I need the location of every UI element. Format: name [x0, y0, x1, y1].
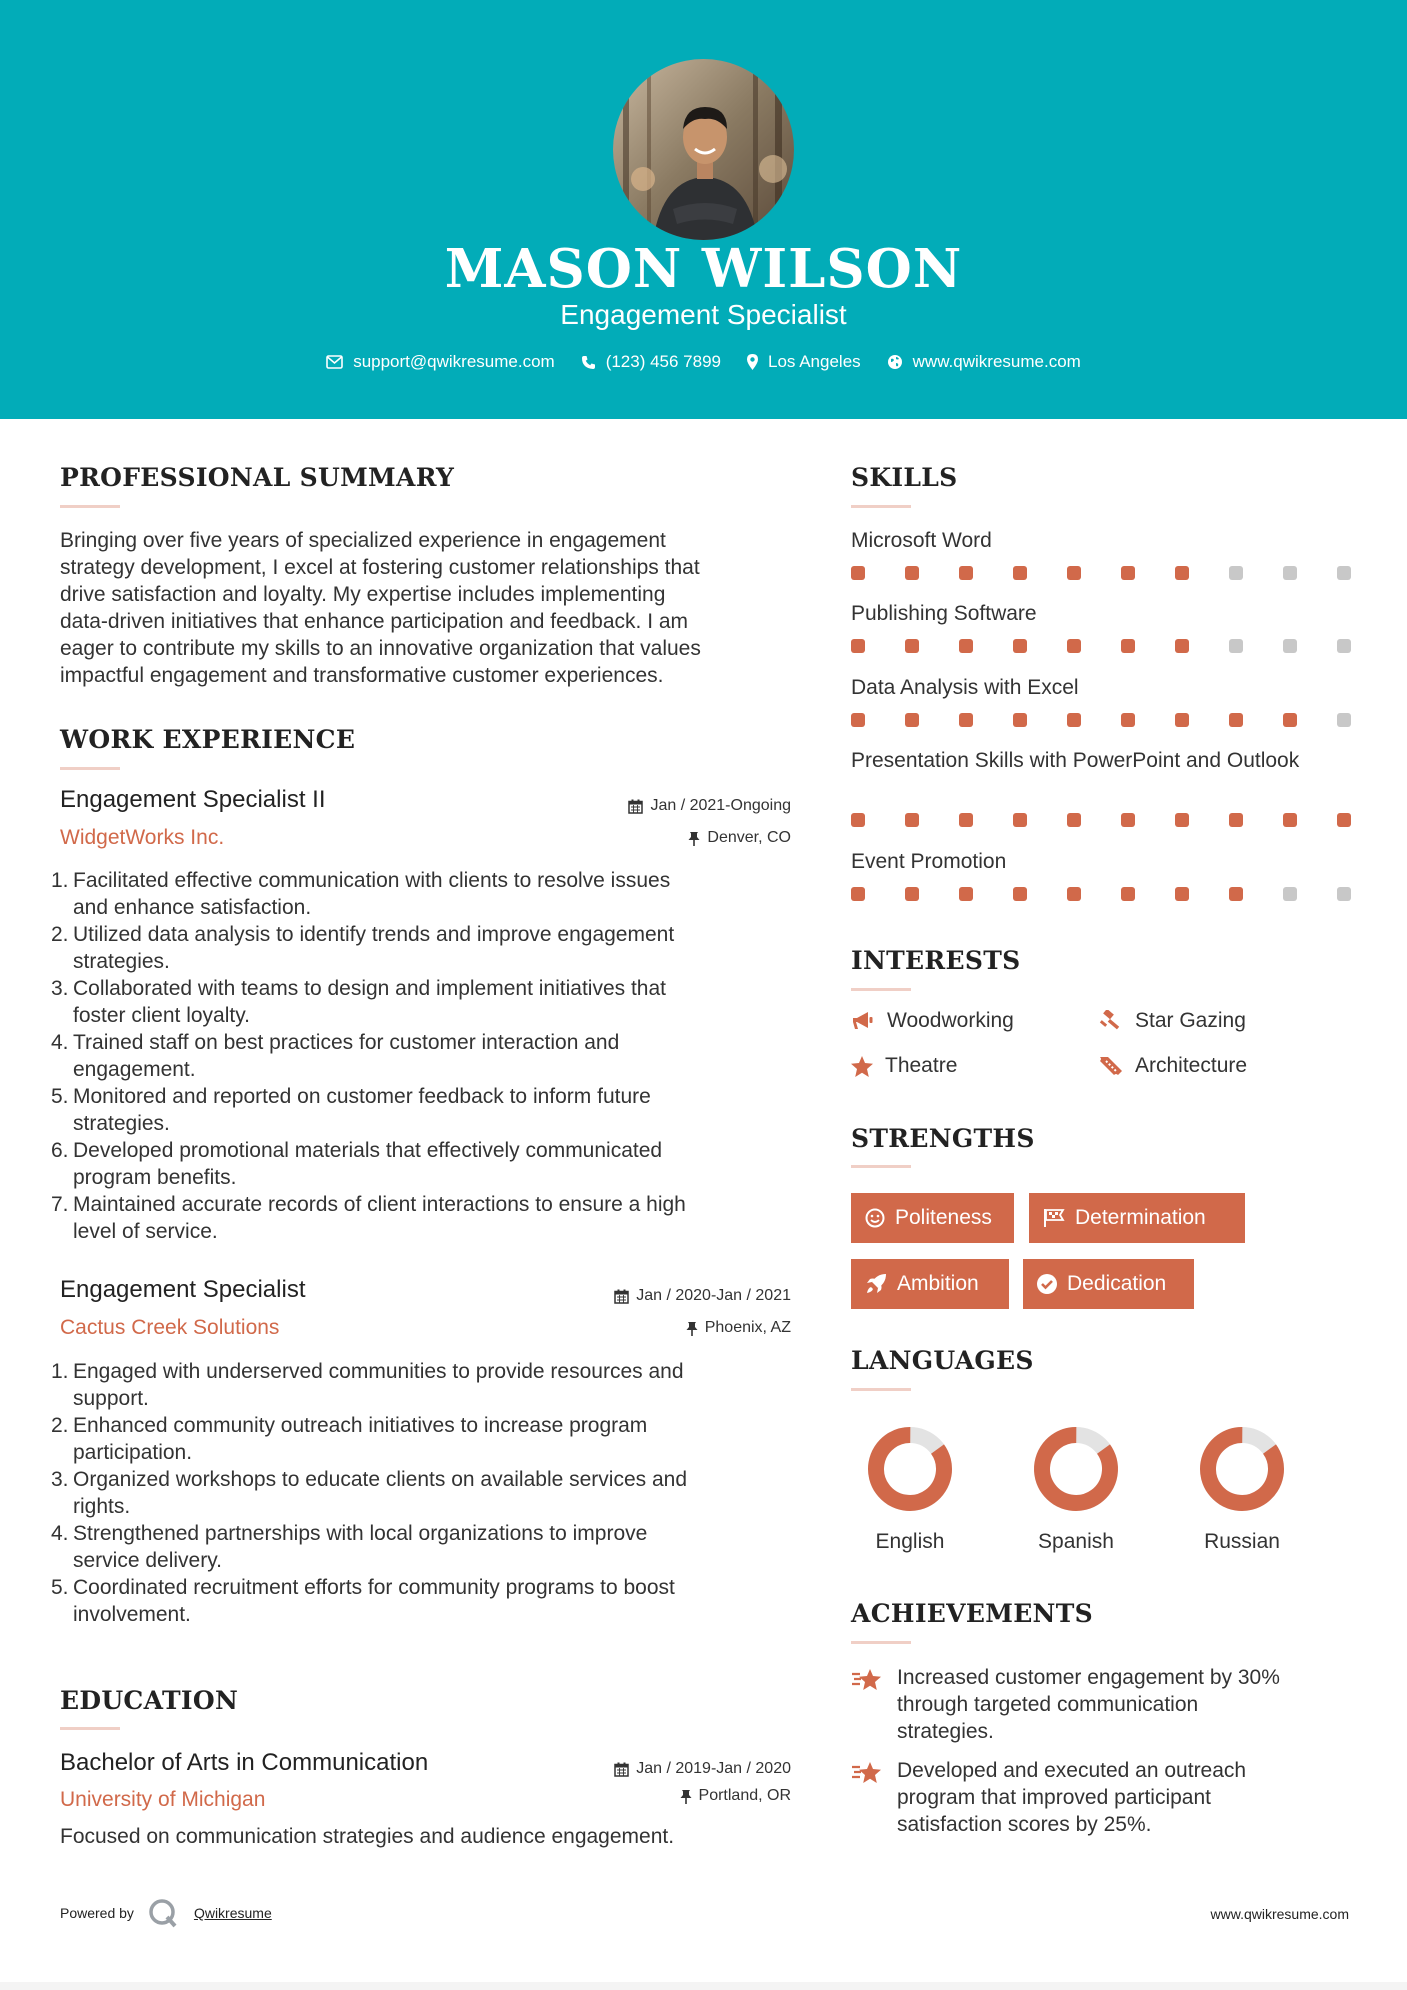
calendar-icon: [614, 1762, 629, 1777]
summary-line: Bringing over five years of specialized experience in engagement: [60, 529, 666, 552]
rating-dot-empty: [1283, 887, 1297, 901]
candidate-role: Engagement Specialist: [560, 299, 847, 330]
rating-dot-filled: [905, 813, 919, 827]
rating-dot-empty: [1229, 639, 1243, 653]
skill-rating: [851, 713, 1391, 727]
summary-line: impactful engagement and transformative customer experiences.: [60, 664, 664, 687]
phone-icon: [581, 355, 596, 370]
bullet-line: Coordinated recruitment efforts for community programs to boost: [73, 1576, 675, 1599]
rating-dot-filled: [1175, 566, 1189, 580]
achievements-divider: [851, 1641, 911, 1644]
experience-heading: WORK EXPERIENCE: [60, 725, 356, 754]
bullet-line: participation.: [73, 1441, 193, 1464]
rating-dot-filled: [1121, 813, 1135, 827]
envelope-icon: [326, 355, 343, 369]
rating-dot-empty: [1337, 566, 1351, 580]
summary-line: data-driven initiatives that enhance participation and feedback. I am: [60, 610, 689, 633]
rating-dot-filled: [1121, 639, 1135, 653]
globe-icon: [887, 354, 903, 370]
language-item: [855, 1426, 965, 1554]
strength-badge: [851, 1193, 1014, 1243]
pushpin-icon: [680, 1789, 692, 1804]
job-location: [560, 1319, 791, 1337]
summary-line: strategy development, I excel at fostering customer relationships that: [60, 556, 700, 579]
rating-dot-filled: [905, 887, 919, 901]
rating-dot-filled: [1067, 566, 1081, 580]
contact-bar: [0, 352, 1407, 372]
rating-dot-filled: [905, 713, 919, 727]
summary-line: drive satisfaction and loyalty. My expertise includes implementing: [60, 583, 666, 606]
list-item: 4. Strengthened partnerships with local organizations to improve service delivery.: [55, 1520, 795, 1574]
list-item: 1. Facilitated effective communication with clients to resolve issues and enhance satisfaction.: [55, 867, 795, 921]
interests-heading: INTERESTS: [851, 946, 1021, 975]
contact-location-text: Los Angeles: [768, 352, 861, 371]
education-heading: EDUCATION: [60, 1686, 239, 1715]
education-location-text: Portland, OR: [698, 1787, 791, 1804]
achievement-line: Developed and executed an outreach: [897, 1759, 1247, 1782]
contact-phone-text: (123) 456 7899: [605, 352, 722, 371]
summary-heading: PROFESSIONAL SUMMARY: [60, 463, 455, 492]
contact-website-text: www.qwikresume.com: [912, 352, 1081, 371]
bullet-line: Enhanced community outreach initiatives to increase program: [73, 1414, 648, 1437]
achievement-text: [897, 1664, 1280, 1745]
rating-dot-filled: [1067, 887, 1081, 901]
list-item: 2. Enhanced community outreach initiatives to increase program participation.: [55, 1412, 795, 1466]
contact-location: [747, 352, 861, 372]
bullet-line: support.: [73, 1387, 149, 1410]
rating-dot-filled: [1067, 713, 1081, 727]
education-dates: [560, 1760, 791, 1778]
rating-dot-filled: [905, 639, 919, 653]
school-name: University of Michigan: [60, 1788, 266, 1811]
bullet-line: Strengthened partnerships with local organizations to improve: [73, 1522, 648, 1545]
brand-link[interactable]: Qwikresume: [193, 1905, 272, 1921]
rating-dot-filled: [1067, 813, 1081, 827]
achievement-line: program that improved participant: [897, 1786, 1211, 1809]
skill-name: Publishing Software: [851, 602, 1037, 625]
rating-dot-filled: [1013, 887, 1027, 901]
achievement-item: [851, 1757, 1351, 1838]
summary-divider: [60, 505, 120, 508]
candidate-name: MASON WILSON: [444, 238, 963, 300]
rating-dot-filled: [1229, 813, 1243, 827]
bullet-line: Maintained accurate records of client interactions to ensure a high: [73, 1193, 686, 1216]
language-donut: [1033, 1426, 1119, 1512]
smile-icon: [865, 1208, 885, 1228]
bullet-line: Facilitated effective communication with clients to resolve issues: [73, 869, 671, 892]
skill-name: Microsoft Word: [851, 529, 992, 552]
summary-text: [60, 527, 800, 689]
rating-dot-filled: [905, 566, 919, 580]
map-marker-icon: [747, 354, 758, 370]
rating-dot-filled: [959, 713, 973, 727]
star-icon: [851, 1056, 873, 1077]
bullet-line: Developed promotional materials that effectively communicated: [73, 1139, 663, 1162]
bullet-line: Engaged with underserved communities to provide resources and: [73, 1360, 684, 1383]
rating-dot-empty: [1283, 566, 1297, 580]
education-location: [560, 1787, 791, 1805]
list-item: 3. Collaborated with teams to design and implement initiatives that foster client loyalty.: [55, 975, 795, 1029]
rating-dot-filled: [959, 566, 973, 580]
bullet-line: service delivery.: [73, 1549, 222, 1572]
language-donut: [867, 1426, 953, 1512]
interest-item: [851, 1009, 1014, 1033]
contact-email-text: support@qwikresume.com: [353, 352, 555, 371]
rating-dot-filled: [1013, 713, 1027, 727]
rating-dot-filled: [1121, 566, 1135, 580]
company-name: WidgetWorks Inc.: [60, 826, 225, 849]
education-dates-text: Jan / 2019-Jan / 2020: [636, 1760, 791, 1777]
language-level-arc: [1033, 1426, 1119, 1512]
list-item: 2. Utilized data analysis to identify trends and improve engagement strategies.: [55, 921, 795, 975]
job-location-text: Phoenix, AZ: [704, 1319, 791, 1336]
rating-dot-empty: [1337, 713, 1351, 727]
rating-dot-filled: [1013, 639, 1027, 653]
achievement-line: Increased customer engagement by 30%: [897, 1666, 1280, 1689]
language-name: English: [875, 1530, 945, 1553]
interests-divider: [851, 988, 911, 991]
skills-divider: [851, 505, 911, 508]
rating-dot-filled: [1175, 887, 1189, 901]
strength-badge: [851, 1259, 1009, 1309]
interest-item: [1099, 1009, 1246, 1033]
rating-dot-filled: [851, 887, 865, 901]
list-item: 1. Engaged with underserved communities to provide resources and support.: [55, 1358, 795, 1412]
language-name: Spanish: [1038, 1530, 1114, 1553]
rating-dot-filled: [1283, 813, 1297, 827]
strength-label: Politeness: [895, 1206, 992, 1229]
rating-dot-empty: [1283, 639, 1297, 653]
rocket-icon: [865, 1273, 887, 1295]
languages-heading: LANGUAGES: [851, 1346, 1034, 1375]
skill-name: Presentation Skills with PowerPoint and Outlook: [851, 749, 1300, 772]
bullet-line: foster client loyalty.: [73, 1004, 251, 1027]
footer-powered-by: [60, 1898, 272, 1928]
trophy-star-icon: [851, 1761, 883, 1787]
profile-photo: [613, 59, 794, 240]
rating-dot-filled: [1013, 566, 1027, 580]
summary-line: eager to contribute my skills to an innovative organization that values: [60, 637, 701, 660]
bullet-line: Organized workshops to educate clients on available services and: [73, 1468, 688, 1491]
rating-dot-empty: [1337, 887, 1351, 901]
trophy-star-icon: [851, 1668, 883, 1694]
rating-dot-filled: [1175, 813, 1189, 827]
bullet-line: and enhance satisfaction.: [73, 896, 312, 919]
rating-dot-filled: [851, 813, 865, 827]
rating-dot-filled: [851, 713, 865, 727]
strengths-divider: [851, 1165, 911, 1168]
bullet-line: Trained staff on best practices for customer interaction and: [73, 1031, 620, 1054]
strengths-heading: STRENGTHS: [851, 1124, 1035, 1153]
job-dates: [560, 1287, 791, 1305]
calendar-icon: [614, 1289, 629, 1304]
ticket-icon: [1099, 1055, 1123, 1077]
rating-dot-filled: [1121, 887, 1135, 901]
job-dates: [560, 797, 791, 815]
strength-badge: [1023, 1259, 1194, 1309]
achievement-line: strategies.: [897, 1720, 994, 1743]
rating-dot-filled: [959, 639, 973, 653]
strength-label: Ambition: [897, 1272, 979, 1295]
job-location-text: Denver, CO: [707, 829, 791, 846]
language-level-arc: [867, 1426, 953, 1512]
rating-dot-filled: [1067, 639, 1081, 653]
language-name: Russian: [1204, 1530, 1280, 1553]
interest-label: Architecture: [1135, 1054, 1248, 1077]
list-item: 4. Trained staff on best practices for customer interaction and engagement.: [55, 1029, 795, 1083]
rating-dot-filled: [1013, 813, 1027, 827]
list-item: 5. Coordinated recruitment efforts for community programs to boost involvement.: [55, 1574, 795, 1628]
skill-name: Data Analysis with Excel: [851, 676, 1079, 699]
list-item: 7. Maintained accurate records of client interactions to ensure a high level of service.: [55, 1191, 795, 1245]
job-location: [560, 829, 791, 847]
skill-rating: [851, 566, 1391, 580]
achievement-line: through targeted communication: [897, 1693, 1199, 1716]
contact-website[interactable]: [887, 352, 1081, 372]
rating-dot-filled: [851, 566, 865, 580]
calendar-icon: [628, 799, 643, 814]
bullet-line: involvement.: [73, 1603, 191, 1626]
achievement-item: [851, 1664, 1351, 1745]
achievement-text: [897, 1757, 1246, 1838]
rating-dot-filled: [1121, 713, 1135, 727]
skill-rating: [851, 887, 1391, 901]
interest-item: [1099, 1054, 1247, 1078]
bullet-line: Monitored and reported on customer feedback to inform future: [73, 1085, 651, 1108]
language-donut: [1199, 1426, 1285, 1512]
rating-dot-empty: [1229, 566, 1243, 580]
interest-label: Woodworking: [887, 1009, 1014, 1032]
achievements-heading: ACHIEVEMENTS: [851, 1599, 1093, 1628]
bullet-line: engagement.: [73, 1058, 196, 1081]
interest-item: [851, 1054, 957, 1078]
bullet-line: program benefits.: [73, 1166, 237, 1189]
job-dates-text: Jan / 2021-Ongoing: [650, 797, 791, 814]
rating-dot-filled: [1175, 639, 1189, 653]
rating-dot-filled: [959, 813, 973, 827]
resume-header: [0, 0, 1407, 419]
achievement-line: satisfaction scores by 25%.: [897, 1813, 1152, 1836]
page-bottom-border: [0, 1982, 1407, 1990]
job-title: Engagement Specialist II: [60, 786, 326, 813]
language-item: [1187, 1426, 1297, 1554]
company-name: Cactus Creek Solutions: [60, 1316, 280, 1339]
interest-label: Theatre: [885, 1054, 958, 1077]
contact-phone[interactable]: [581, 352, 721, 372]
rating-dot-filled: [1229, 713, 1243, 727]
language-level-arc: [1199, 1426, 1285, 1512]
qwikresume-logo-icon: [148, 1898, 178, 1928]
rating-dot-empty: [1337, 639, 1351, 653]
bullet-line: strategies.: [73, 950, 170, 973]
strength-badge: [1029, 1193, 1245, 1243]
pushpin-icon: [686, 1321, 698, 1336]
bullet-line: level of service.: [73, 1220, 218, 1243]
list-item: 3. Organized workshops to educate clients on available services and rights.: [55, 1466, 795, 1520]
bullet-line: Utilized data analysis to identify trends and improve engagement: [73, 923, 675, 946]
job-title: Engagement Specialist: [60, 1276, 306, 1303]
rating-dot-filled: [851, 639, 865, 653]
powered-by-label: Powered by: [60, 1905, 134, 1921]
rating-dot-filled: [1229, 887, 1243, 901]
experience-divider: [60, 767, 120, 770]
bullet-line: Collaborated with teams to design and implement initiatives that: [73, 977, 666, 1000]
rating-dot-filled: [1337, 813, 1351, 827]
rating-dot-filled: [1283, 713, 1297, 727]
skill-rating: [851, 813, 1391, 827]
list-item: 6. Developed promotional materials that effectively communicated program benefits.: [55, 1137, 795, 1191]
interest-label: Star Gazing: [1135, 1009, 1246, 1032]
rating-dot-filled: [1175, 713, 1189, 727]
language-item: [1021, 1426, 1131, 1554]
bullhorn-icon: [851, 1011, 875, 1031]
job-bullets: [51, 867, 795, 1245]
job-dates-text: Jan / 2020-Jan / 2021: [636, 1287, 791, 1304]
contact-email[interactable]: [326, 352, 555, 372]
list-item: 5. Monitored and reported on customer feedback to inform future strategies.: [55, 1083, 795, 1137]
skill-rating: [851, 639, 1391, 653]
pushpin-icon: [688, 831, 700, 846]
strength-label: Dedication: [1067, 1272, 1167, 1295]
rating-dot-filled: [959, 887, 973, 901]
bullet-line: strategies.: [73, 1112, 170, 1135]
degree-title: Bachelor of Arts in Communication: [60, 1749, 429, 1776]
education-divider: [60, 1727, 120, 1730]
flag-icon: [1043, 1208, 1065, 1228]
footer-website[interactable]: www.qwikresume.com: [1210, 1906, 1349, 1922]
job-bullets: [51, 1358, 795, 1628]
gavel-icon: [1099, 1010, 1123, 1032]
strength-label: Determination: [1075, 1206, 1206, 1229]
skill-name: Event Promotion: [851, 850, 1007, 873]
skills-heading: SKILLS: [851, 463, 958, 492]
bullet-line: rights.: [73, 1495, 131, 1518]
check-circle-icon: [1037, 1274, 1057, 1294]
education-description: Focused on communication strategies and audience engagement.: [60, 1825, 675, 1848]
languages-divider: [851, 1388, 911, 1391]
